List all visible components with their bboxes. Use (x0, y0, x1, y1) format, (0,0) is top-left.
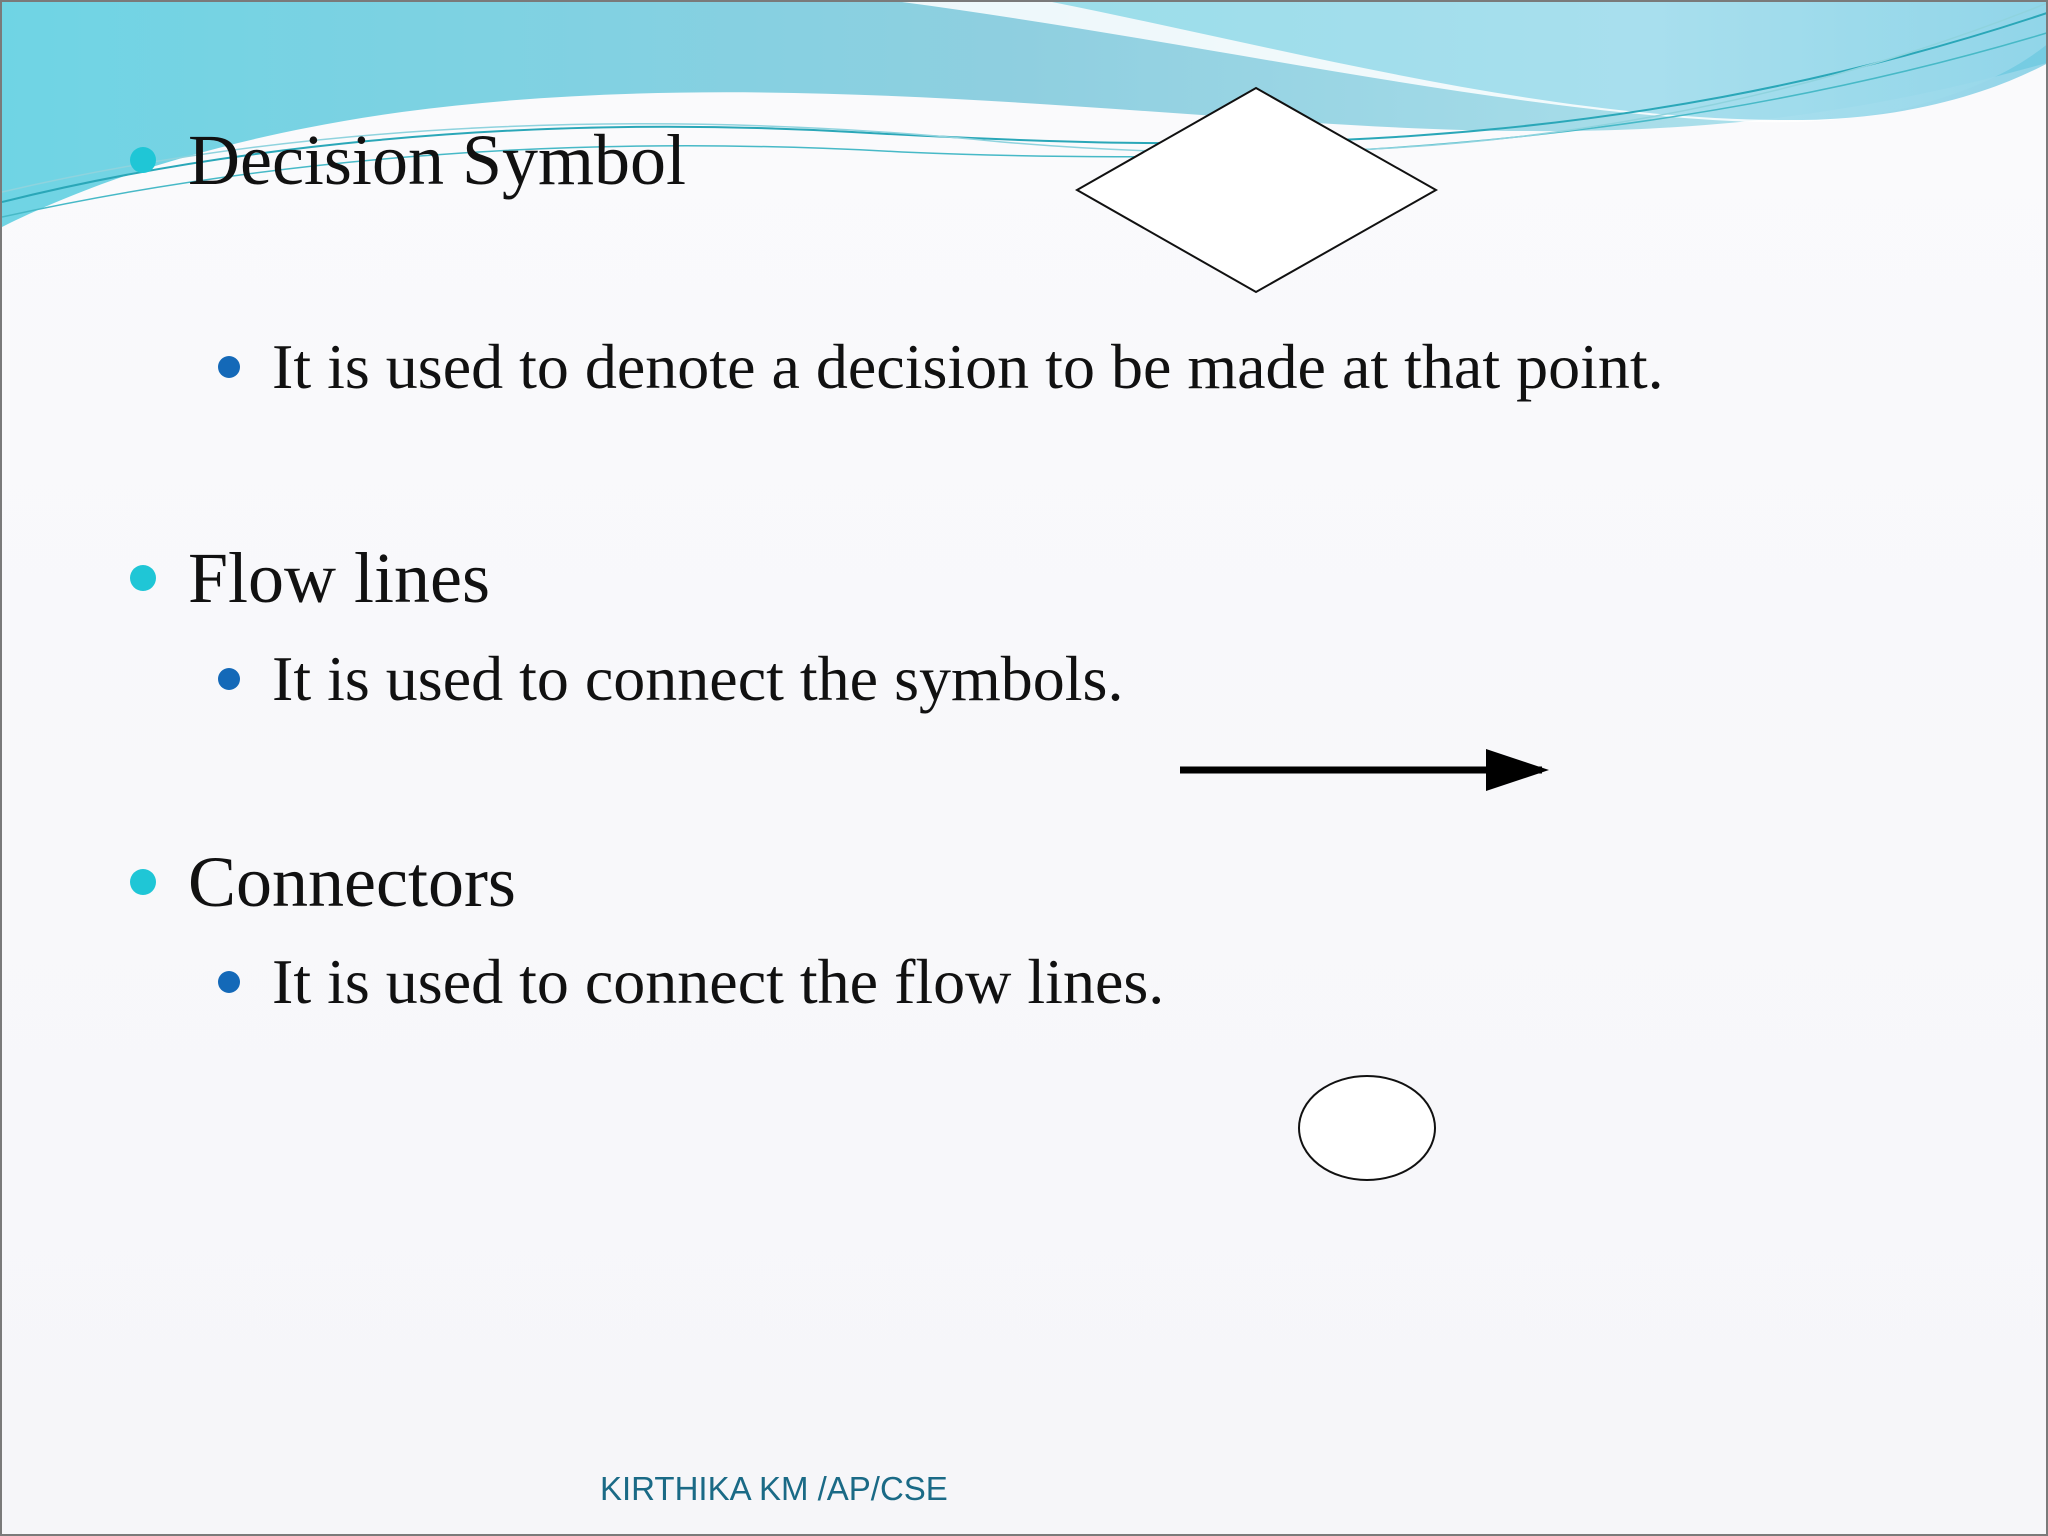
sub-bullet-flow-description (218, 643, 1124, 714)
connector-circle-shape (1299, 1076, 1435, 1180)
bullet-heading: Connectors (188, 842, 516, 922)
sub-bullet-dot (218, 356, 240, 378)
bullet-flow-lines (130, 538, 491, 618)
bullet-decision-symbol (130, 120, 686, 200)
bullet-dot (130, 565, 156, 591)
bullet-dot (130, 869, 156, 895)
bullet-dot (130, 147, 156, 173)
bullet-connectors (130, 842, 516, 922)
sub-bullet-text: It is used to connect the symbols. (272, 643, 1124, 714)
bullet-heading: Decision Symbol (188, 120, 686, 200)
sub-bullet-decision-description (218, 331, 1664, 402)
sub-bullet-dot (218, 668, 240, 690)
sub-bullet-text: It is used to connect the flow lines. (272, 946, 1165, 1017)
sub-bullet-connector-description (218, 946, 1165, 1017)
bullet-heading: Flow lines (188, 538, 491, 618)
sub-bullet-text: It is used to denote a decision to be made at that point. (272, 331, 1664, 402)
sub-bullet-dot (218, 971, 240, 993)
footer-author: KIRTHIKA KM /AP/CSE (600, 1470, 948, 1507)
